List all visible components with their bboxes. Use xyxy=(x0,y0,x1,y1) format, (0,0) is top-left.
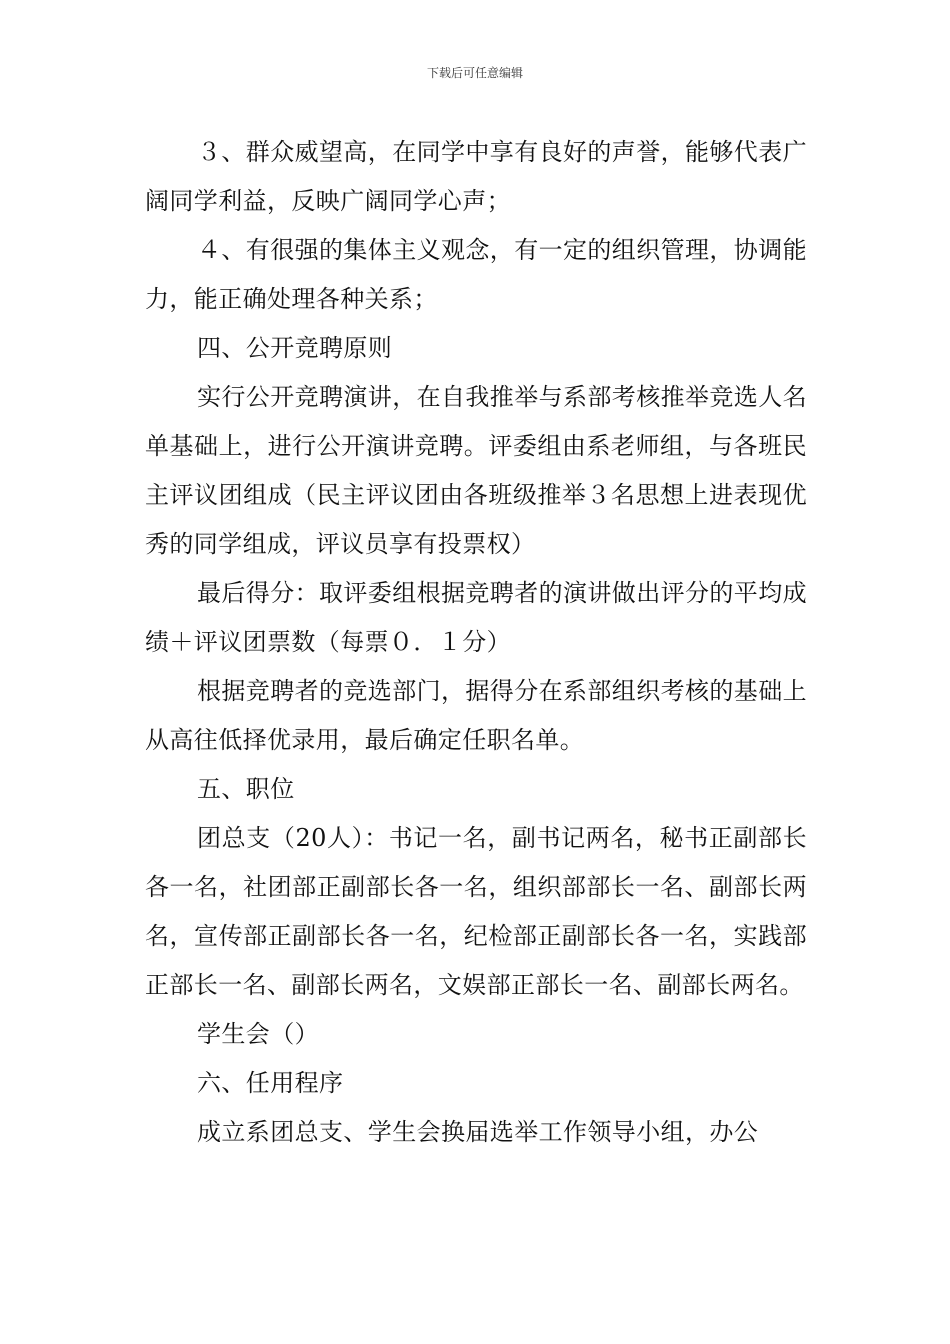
document-body xyxy=(145,128,807,1157)
paragraph-final-score: 最后得分：取评委组根据竞聘者的演讲做出评分的平均成绩＋评议团票数（每票０．１分） xyxy=(145,579,807,656)
paragraph-criterion-4: ４、有很强的集体主义观念，有一定的组织管理，协调能力，能正确处理各种关系； xyxy=(145,236,807,313)
section-heading-positions: 五、职位 xyxy=(197,775,295,803)
paragraph-criterion-3: ３、群众威望高，在同学中享有良好的声誉，能够代表广阔同学利益，反映广阔同学心声； xyxy=(145,138,807,215)
paragraph-leading-group: 成立系团总支、学生会换届选举工作领导小组，办公 xyxy=(197,1118,759,1146)
paragraph-student-union: 学生会（） xyxy=(197,1020,319,1048)
paragraph-league-branch: 团总支（20人）：书记一名，副书记两名，秘书正副部长各一名，社团部正副部长各一名，组织部部长一名、副部长两名，宣传部正副部长各一名，纪检部正副部长各一名，实践部正部长一名、副部长两名，文娱部正部长一名、副部长两名。 xyxy=(145,824,807,999)
paragraph-selection: 根据竞聘者的竞选部门，据得分在系部组织考核的基础上从高往低择优录用，最后确定任职名单。 xyxy=(145,677,807,754)
page-header-note: 下载后可任意编辑 xyxy=(426,66,523,80)
section-heading-principles: 四、公开竞聘原则 xyxy=(197,334,393,362)
paragraph-public-speech: 实行公开竞聘演讲，在自我推举与系部考核推举竞选人名单基础上，进行公开演讲竞聘。评委组由系老师组，与各班民主评议团组成（民主评议团由各班级推举３名思想上进表现优秀的同学组成，评议员享有投票权） xyxy=(145,383,807,558)
section-heading-procedure: 六、任用程序 xyxy=(197,1069,344,1097)
